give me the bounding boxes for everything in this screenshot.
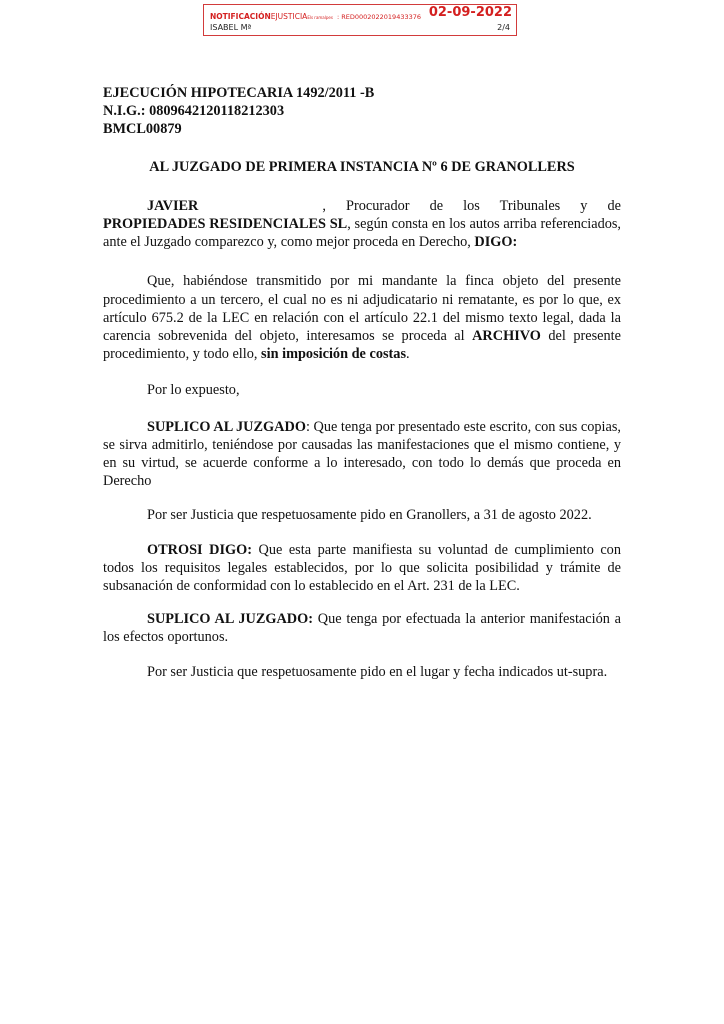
client-name: PROPIEDADES RESIDENCIALES SL [103, 216, 348, 233]
costas-label: sin imposición de costas [261, 346, 407, 363]
intro-text-2: , según consta en los autos arriba referenciados, ante el Juzgado comparezco y, como mejor proceda en Derecho, [103, 216, 622, 251]
stamp-tiny-text: Els ramalpes [307, 15, 333, 20]
body-paragraph [103, 272, 621, 363]
nig-reference: N.I.G.: 0809642120118212303 [103, 103, 285, 120]
stamp-title: NOTIFICACIÓN [210, 12, 271, 21]
court-title: AL JUZGADO DE PRIMERA INSTANCIA Nº 6 DE GRANOLLERS [149, 158, 575, 175]
closing-paragraph-2: Por ser Justicia que respetuosamente pido en el lugar y fecha indicados ut-supra. [147, 663, 608, 680]
otrosi-label: OTROSI DIGO: [147, 541, 253, 558]
suplico-text-1: : Que tenga por presentado este escrito, con sus copias, se sirva admitirlo, teniéndose por causadas las manifestaciones que el mismo contiene, y en su virtud, se acuerde conforme a lo interesado, con todo lo demás que proceda en Derecho [103, 418, 621, 490]
body-text-2: del presente procedimiento, y todo ello, [103, 328, 621, 363]
body-text-end: . [406, 346, 410, 363]
suplico-label-2: SUPLICO AL JUZGADO: [147, 611, 314, 628]
digo-label: DIGO: [474, 234, 518, 251]
suplico-text-2: Que tenga por efectuada la anterior manifestación a los efectos oportunos. [103, 611, 621, 646]
stamp-page-number: 2/4 [497, 23, 510, 32]
document-body [103, 84, 621, 681]
intro-paragraph [103, 197, 621, 252]
otrosi-paragraph [103, 541, 621, 596]
archivo-label: ARCHIVO [472, 328, 541, 345]
stamp-name: ISABEL Mª [210, 23, 252, 32]
closing-paragraph-1: Por ser Justicia que respetuosamente pido en Granollers, a 31 de agosto 2022. [147, 507, 592, 524]
internal-reference: BMCL00879 [103, 121, 182, 138]
body-text-1: Que, habiéndose transmitido por mi mandante la finca objeto del presente procedimiento a un tercero, el cual no es ni adjudicatario ni rematante, es por lo que, ex artículo 675.2 de la LEC en relación con el artículo 22.1 del mismo texto legal, dada la carencia sobrevenida del objeto, interesamos se proceda al [103, 273, 621, 345]
expuesto-paragraph: Por lo expuesto, [147, 382, 240, 399]
stamp-date: 02-09-2022 [428, 5, 512, 20]
otrosi-text: Que esta parte manifiesta su voluntad de cumplimiento con todos los requisitos legales establecidos, por lo que solicita posibilidad y trámite de subsanación de conformidad con lo establecido en el Art. 231 de la LEC. [103, 541, 621, 595]
stamp-header-line [210, 8, 421, 24]
case-reference: EJECUCIÓN HIPOTECARIA 1492/2011 -B [103, 85, 375, 101]
suplico-paragraph-2 [103, 610, 621, 646]
procurator-name: JAVIER [147, 197, 199, 214]
suplico-paragraph-1 [103, 418, 621, 491]
stamp-code: : RED0002022019433376 [336, 13, 422, 21]
suplico-label-1: SUPLICO AL JUZGADO [147, 418, 306, 435]
stamp-subtitle: EJUSTICIA [270, 12, 308, 21]
notification-stamp [203, 4, 517, 36]
intro-text-1: , Procurador de los Tribunales y de [322, 197, 621, 214]
